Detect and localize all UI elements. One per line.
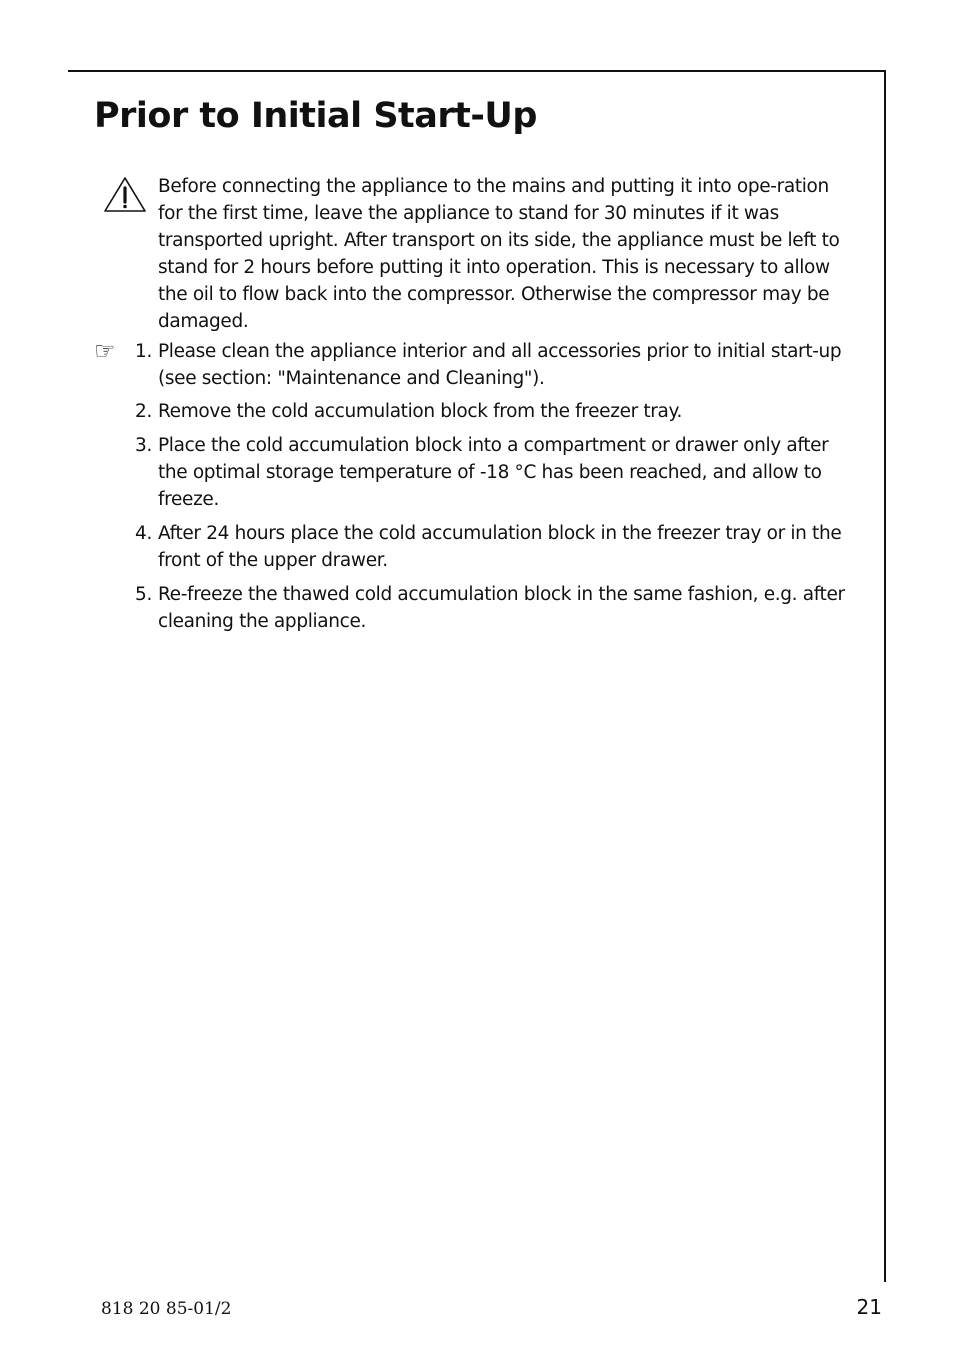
step-text: Remove the cold accumulation block from the freezer tray. [158, 401, 683, 422]
step-number: 1. [135, 341, 152, 362]
step-number: 5. [135, 584, 152, 605]
page-number: 21 [856, 1295, 882, 1319]
step-number: 3. [135, 435, 152, 456]
step-text: Re-freeze the thawed cold accumulation block in the same fashion, e.g. after cleaning the appliance. [158, 584, 845, 632]
top-rule [68, 70, 886, 72]
right-rule [884, 70, 886, 1282]
step-text: After 24 hours place the cold accumulation block in the freezer tray or in the front of the upper drawer. [158, 523, 842, 571]
step-number: 4. [135, 523, 152, 544]
step-text: Please clean the appliance interior and all accessories prior to initial start-up (see section: "Maintenance and Cleaning"). [158, 341, 842, 389]
pointing-hand-icon: ☞ [94, 337, 116, 365]
page-title: Prior to Initial Start-Up [94, 96, 537, 136]
warning-text: Before connecting the appliance to the mains and putting it into ope-ration for the first time, leave the appliance to stand for 30 minutes if it was transported upright. After transport on its side, the appliance must be left to stand for 2 hours before putting it into operation. This is necessary to allow the oil to flow back into the compressor. Otherwise the compressor may be damaged. [158, 176, 840, 332]
warning-triangle-icon [102, 175, 148, 215]
step-number: 2. [135, 401, 152, 422]
step-text: Place the cold accumulation block into a compartment or drawer only after the optimal storage temperature of -18 °C has been reached, and allow to freeze. [158, 435, 829, 510]
document-code: 818 20 85-01/2 [101, 1299, 232, 1319]
